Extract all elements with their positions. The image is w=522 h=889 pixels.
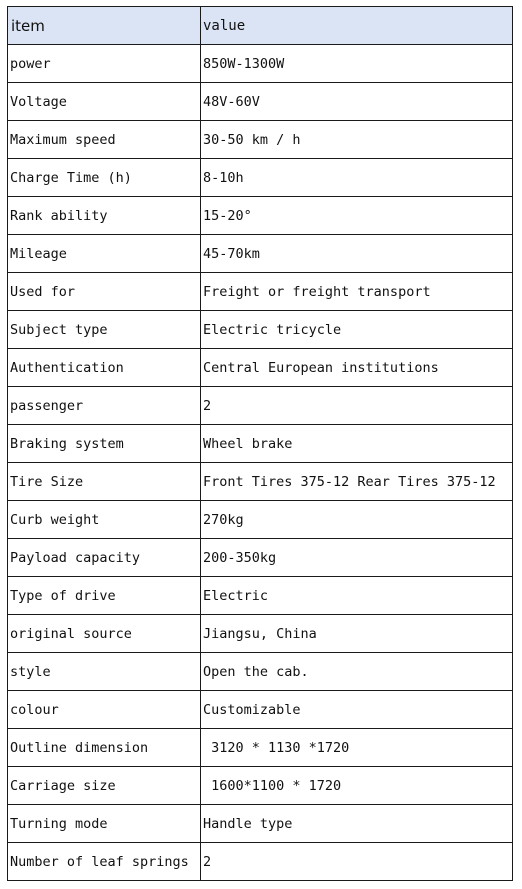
item-cell: Voltage [8,83,201,121]
table-row [8,311,513,349]
item-cell: original source [8,615,201,653]
value-cell: 850W-1300W [201,45,513,83]
value-cell: Front Tires 375-12 Rear Tires 375-12 [201,463,513,501]
table-row [8,273,513,311]
table-row [8,121,513,159]
table-row [8,159,513,197]
table-row [8,197,513,235]
table-row [8,729,513,767]
item-cell: Mileage [8,235,201,273]
value-cell: 3120 * 1130 *1720 [201,729,513,767]
table-row [8,653,513,691]
value-cell: Freight or freight transport [201,273,513,311]
value-cell: 15-20° [201,197,513,235]
item-cell: colour [8,691,201,729]
table-row [8,539,513,577]
item-cell: power [8,45,201,83]
item-cell: Outline dimension [8,729,201,767]
item-cell: Subject type [8,311,201,349]
value-cell: Open the cab. [201,653,513,691]
item-cell: Payload capacity [8,539,201,577]
item-cell: Braking system [8,425,201,463]
value-cell: Central European institutions [201,349,513,387]
item-cell: Curb weight [8,501,201,539]
header-item-cell: item [8,7,201,45]
table-row [8,387,513,425]
item-cell: style [8,653,201,691]
table-row [8,463,513,501]
value-cell: Handle type [201,805,513,843]
item-cell: Carriage size [8,767,201,805]
table-row [8,425,513,463]
table-row [8,767,513,805]
item-cell: Number of leaf springs [8,843,201,881]
value-cell: Wheel brake [201,425,513,463]
table-row [8,349,513,387]
value-cell: Electric [201,577,513,615]
item-cell: Tire Size [8,463,201,501]
item-cell: passenger [8,387,201,425]
table-row [8,843,513,881]
value-cell: 270kg [201,501,513,539]
value-cell: 200-350kg [201,539,513,577]
item-cell: Charge Time (h) [8,159,201,197]
value-cell: Jiangsu, China [201,615,513,653]
value-cell: 30-50 km / h [201,121,513,159]
table-row [8,45,513,83]
value-cell: 45-70km [201,235,513,273]
table-row [8,577,513,615]
header-value-cell: value [201,7,513,45]
value-cell: 8-10h [201,159,513,197]
item-cell: Maximum speed [8,121,201,159]
table-row [8,691,513,729]
table-row [8,805,513,843]
value-cell: Customizable [201,691,513,729]
spec-table-body [8,7,513,881]
spec-table [7,6,513,881]
value-cell: 1600*1100 * 1720 [201,767,513,805]
table-row [8,83,513,121]
item-cell: Turning mode [8,805,201,843]
item-cell: Authentication [8,349,201,387]
value-cell: 2 [201,843,513,881]
spec-sheet [7,6,512,881]
table-row [8,235,513,273]
item-cell: Rank ability [8,197,201,235]
value-cell: Electric tricycle [201,311,513,349]
table-header-row [8,7,513,45]
table-row [8,501,513,539]
table-row [8,615,513,653]
item-cell: Type of drive [8,577,201,615]
value-cell: 48V-60V [201,83,513,121]
item-cell: Used for [8,273,201,311]
value-cell: 2 [201,387,513,425]
